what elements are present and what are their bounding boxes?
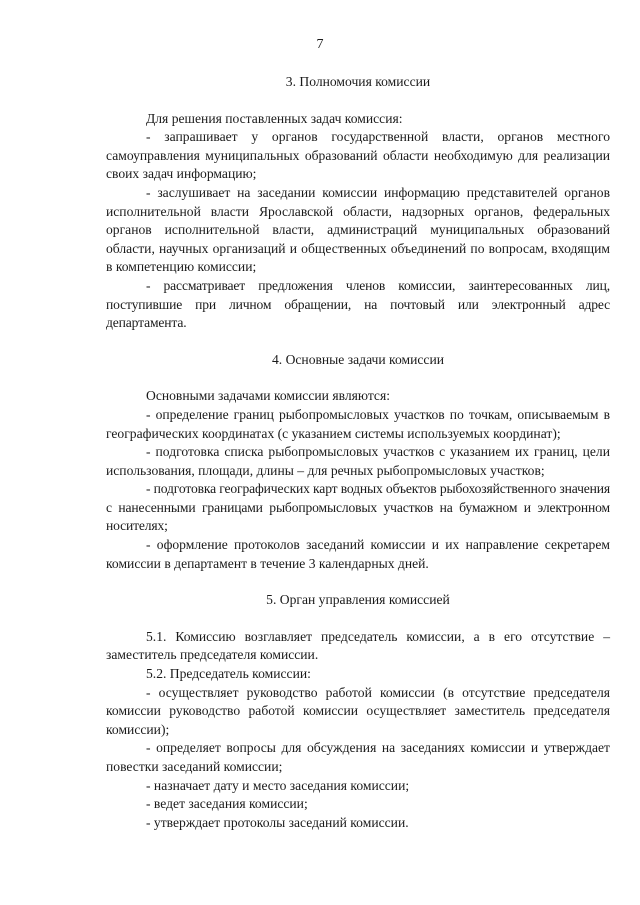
paragraph: 5.1. Комиссию возглавляет председатель комиссии, а в его отсутствие – заместитель председателя комиссии.	[106, 628, 610, 663]
section-heading: 3. Полномочия комиссии	[285, 74, 431, 89]
paragraph: Для решения поставленных задач комиссия:	[146, 110, 403, 126]
section-management-body	[106, 591, 610, 832]
list-item: - рассматривает предложения членов комиссии, заинтересованных лиц, поступившие при личном обращении, на почтовый или электронный адрес департамента.	[106, 277, 610, 331]
list-item: - назначает дату и место заседания комиссии;	[146, 777, 410, 793]
page-number: 7	[316, 37, 324, 52]
list-item: - определяет вопросы для обсуждения на заседаниях комиссии и утверждает повестки заседаний комиссии;	[106, 740, 610, 774]
list-item: - запрашивает у органов государственной власти, органов местного самоуправления муниципальных образований области необходимую для реализации своих задач информацию;	[106, 129, 610, 182]
document-body	[106, 73, 610, 832]
section-main-tasks	[106, 351, 610, 574]
section-heading: 5. Орган управления комиссией	[266, 592, 450, 608]
section-heading: 4. Основные задачи комиссии	[271, 351, 445, 367]
list-item: - подготовка списка рыбопромысловых участков с указанием их границ, цели использования, площади, длины – для речных рыбопромысловых участков;	[106, 444, 610, 478]
section-powers	[106, 73, 610, 333]
list-item: - утверждает протоколы заседаний комиссии.	[146, 814, 409, 830]
list-item: - осуществляет руководство работой комиссии (в отсутствие председателя комиссии руководство работой комиссии осуществляет заместитель председателя комиссии);	[106, 684, 610, 737]
list-item: - подготовка географических карт водных объектов рыбохозяйственного значения с нанесенными границами рыбопромысловых участков на бумажном и электронном носителях;	[106, 481, 610, 534]
paragraph: Основными задачами комиссии являются:	[146, 388, 390, 404]
list-item: - оформление протоколов заседаний комиссии и их направление секретарем комиссии в департамент в течение 3 календарных дней.	[106, 537, 610, 571]
list-item: - ведет заседания комиссии;	[146, 796, 308, 812]
paragraph: 5.2. Председатель комиссии:	[146, 666, 311, 682]
list-item: - определение границ рыбопромысловых участков по точкам, описываемым в географических координатах (с указанием системы используемых координат);	[106, 406, 610, 441]
list-item: - заслушивает на заседании комиссии информацию представителей органов исполнительной власти Ярославской области, надзорных органов, федеральных органов исполнительной власти, администраций муниципальных образований области, научных организаций и общественных объединений по вопросам, входящим в компетенцию комиссии;	[106, 184, 610, 275]
